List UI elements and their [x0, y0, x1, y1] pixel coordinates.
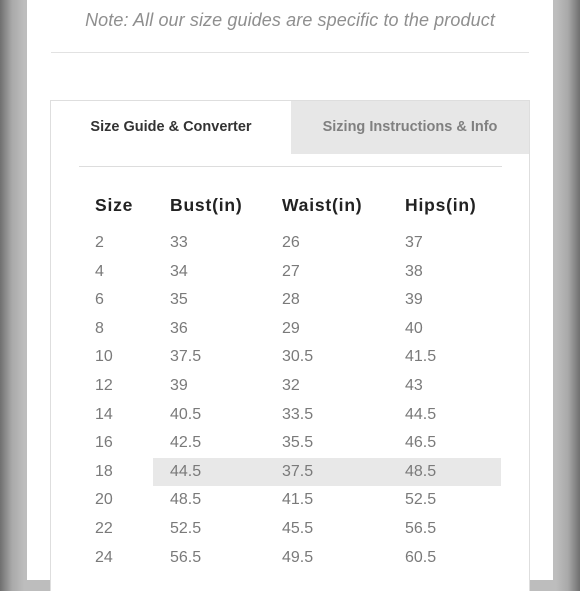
size-cell: 14 [95, 405, 113, 423]
waist-cell: 35.5 [282, 434, 314, 452]
waist-cell: 28 [282, 291, 300, 309]
table-row [51, 515, 529, 543]
table-row [51, 229, 529, 257]
size-cell: 8 [95, 319, 104, 337]
bust-cell: 39 [170, 377, 188, 394]
size-cell: 2 [95, 234, 104, 251]
hips-cell: 48.5 [405, 462, 437, 480]
table-row [51, 486, 529, 514]
table-row [51, 315, 529, 343]
size-cell: 16 [95, 434, 113, 452]
bust-cell: 48.5 [170, 491, 202, 509]
bust-cell: 36 [170, 319, 188, 337]
hips-cell: 41.5 [405, 348, 437, 366]
waist-cell: 29 [282, 319, 300, 337]
table-row [51, 343, 529, 371]
size-cell: 18 [95, 462, 113, 480]
size-guide-panel [50, 100, 530, 591]
size-cell: 20 [95, 491, 113, 509]
bust-cell: 42.5 [170, 434, 202, 452]
column-header-size: Size [95, 195, 134, 215]
table-row [51, 372, 529, 400]
hips-cell: 44.5 [405, 405, 437, 423]
size-cell: 6 [95, 291, 104, 309]
tab-sizing-instructions-info[interactable]: Sizing Instructions & Info [291, 101, 529, 154]
table-row [51, 401, 529, 429]
column-header-hips: Hips(in) [405, 195, 477, 215]
waist-cell: 26 [282, 234, 300, 251]
hips-cell: 60.5 [405, 548, 437, 566]
bust-cell: 56.5 [170, 548, 202, 566]
hips-cell: 39 [405, 291, 423, 309]
table-row [51, 286, 529, 314]
hips-cell: 37 [405, 234, 423, 251]
size-cell: 22 [95, 520, 113, 537]
bust-cell: 44.5 [170, 462, 202, 480]
column-header-waist: Waist(in) [282, 195, 363, 215]
size-guide-page [27, 0, 553, 580]
size-cell: 10 [95, 348, 113, 366]
table-row [51, 544, 529, 572]
waist-cell: 27 [282, 262, 300, 280]
table-header-row [51, 181, 529, 229]
hips-cell: 52.5 [405, 491, 437, 509]
waist-cell: 30.5 [282, 348, 314, 366]
size-cell: 4 [95, 262, 104, 280]
bust-cell: 40.5 [170, 405, 202, 423]
table-row [51, 429, 529, 457]
column-header-bust: Bust(in) [170, 195, 243, 215]
hips-cell: 46.5 [405, 434, 437, 452]
bust-cell: 33 [170, 234, 188, 251]
waist-cell: 32 [282, 377, 300, 394]
waist-cell: 37.5 [282, 462, 314, 480]
tab-content-divider [79, 166, 502, 167]
tab-size-guide-converter[interactable]: Size Guide & Converter [51, 101, 291, 154]
row-highlight [153, 458, 501, 486]
size-cell: 12 [95, 377, 113, 394]
bust-cell: 35 [170, 291, 188, 309]
hips-cell: 40 [405, 319, 423, 337]
divider [51, 52, 529, 53]
size-guide-note: Note: All our size guides are specific to the product [85, 10, 495, 30]
table-row [51, 258, 529, 286]
hips-cell: 38 [405, 262, 423, 280]
bust-cell: 37.5 [170, 348, 202, 366]
waist-cell: 33.5 [282, 405, 314, 423]
waist-cell: 45.5 [282, 520, 314, 537]
bust-cell: 34 [170, 262, 188, 280]
size-cell: 24 [95, 548, 113, 566]
waist-cell: 41.5 [282, 491, 314, 509]
bust-cell: 52.5 [170, 520, 202, 537]
hips-cell: 43 [405, 377, 423, 394]
waist-cell: 49.5 [282, 548, 314, 566]
table-row [51, 458, 529, 486]
hips-cell: 56.5 [405, 520, 437, 537]
